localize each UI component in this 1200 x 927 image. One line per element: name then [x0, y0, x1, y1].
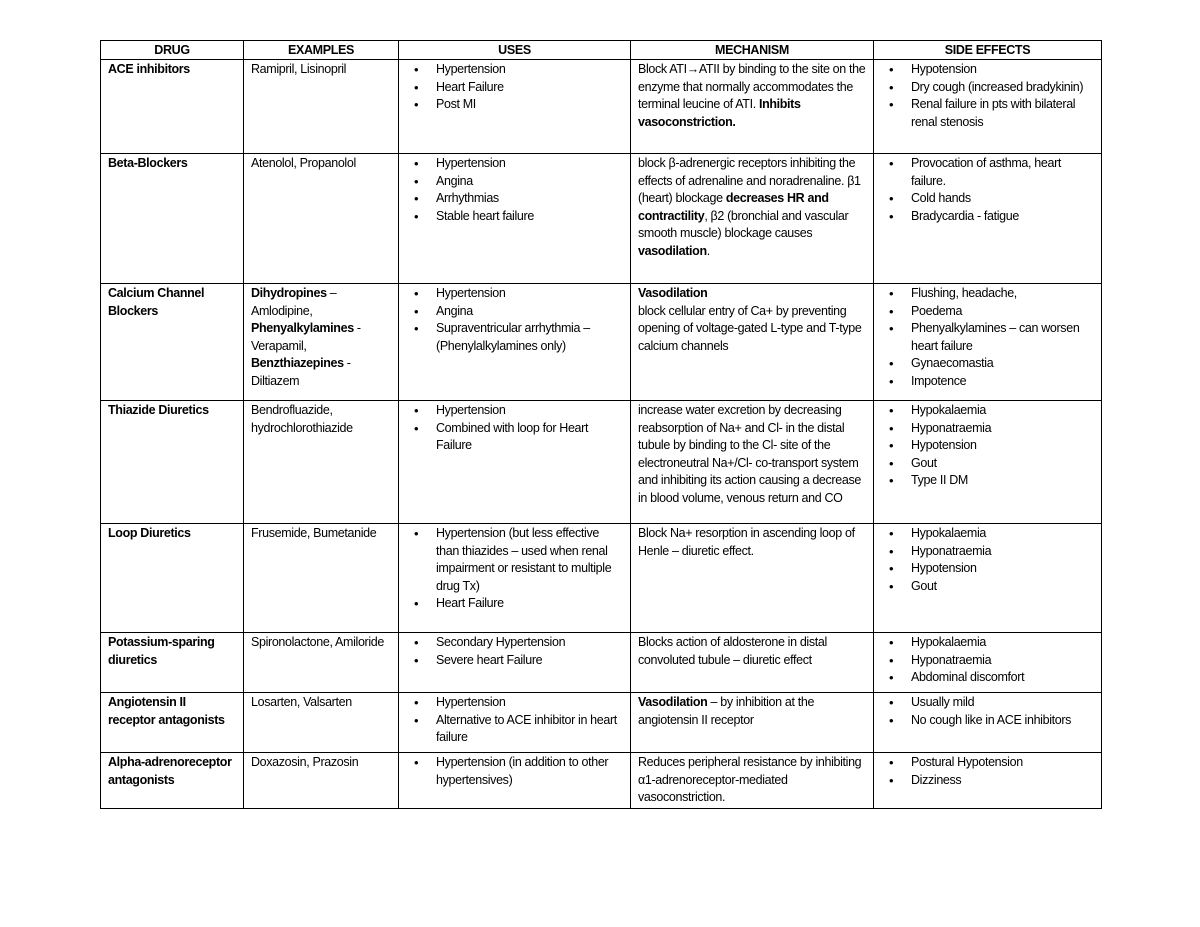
side-effects-cell [874, 633, 1102, 693]
use-list [406, 402, 623, 455]
use-item: • Hypertension [406, 694, 623, 712]
use-item: • Severe heart Failure [406, 652, 623, 670]
uses-cell [399, 60, 631, 154]
mechanism-cell [631, 524, 874, 633]
examples-run: - Diltiazem [251, 356, 351, 388]
drug-cell: Angiotensin II receptor antagonists [101, 693, 244, 753]
side-effect-item: • Hypotension [881, 61, 1094, 79]
table-row [101, 753, 1102, 809]
use-list [406, 754, 623, 789]
use-list [406, 525, 623, 613]
side-effect-item: • Gout [881, 455, 1094, 473]
drug-cell: Calcium Channel Blockers [101, 284, 244, 401]
examples-run: Benzthiazepines [251, 356, 344, 370]
side-effect-item: • Hypotension [881, 437, 1094, 455]
use-item: • Angina [406, 303, 623, 321]
side-effects-cell [874, 154, 1102, 284]
side-effect-item: • Type II DM [881, 472, 1094, 490]
side-effect-list [881, 634, 1094, 687]
mechanism-run: Block ATI→ATII by binding to the site on the enzyme that normally accommodates the terminal leucine of ATI. [638, 62, 866, 111]
mechanism-run: Inhibits vasoconstriction. [638, 97, 801, 129]
use-item: • Hypertension [406, 61, 623, 79]
uses-cell [399, 693, 631, 753]
side-effects-cell [874, 693, 1102, 753]
drug-cell: Thiazide Diuretics [101, 401, 244, 524]
table-row [101, 154, 1102, 284]
drug-cell: Alpha-adrenoreceptor antagonists [101, 753, 244, 809]
side-effect-item: • Provocation of asthma, heart failure. [881, 155, 1094, 190]
examples-cell: Ramipril, Lisinopril [244, 60, 399, 154]
examples-cell: Doxazosin, Prazosin [244, 753, 399, 809]
side-effect-list [881, 285, 1094, 390]
mechanism-cell [631, 753, 874, 809]
side-effect-list [881, 402, 1094, 490]
use-list [406, 694, 623, 747]
header-drug: DRUG [101, 41, 244, 60]
examples-run: - Verapamil, [251, 321, 361, 353]
table-body [101, 60, 1102, 809]
use-item: • Combined with loop for Heart Failure [406, 420, 623, 455]
uses-cell [399, 633, 631, 693]
examples-run: – Amlodipine, [251, 286, 337, 318]
uses-cell [399, 154, 631, 284]
side-effect-item: • Gout [881, 578, 1094, 596]
side-effect-item: • Abdominal discomfort [881, 669, 1094, 687]
side-effect-item: • Poedema [881, 303, 1094, 321]
mechanism-run: Vasodilation [638, 695, 708, 709]
mechanism-cell [631, 401, 874, 524]
uses-cell [399, 284, 631, 401]
table-row [101, 524, 1102, 633]
table-row [101, 60, 1102, 154]
uses-cell [399, 401, 631, 524]
side-effect-list [881, 155, 1094, 225]
side-effect-item: • Hypotension [881, 560, 1094, 578]
use-item: • Hypertension [406, 285, 623, 303]
drug-cell: Loop Diuretics [101, 524, 244, 633]
side-effects-cell [874, 60, 1102, 154]
side-effect-list [881, 61, 1094, 131]
uses-cell [399, 753, 631, 809]
mechanism-run: . [706, 243, 710, 258]
header-side-effects: SIDE EFFECTS [874, 41, 1102, 60]
header-row [101, 41, 1102, 60]
side-effect-item: • Hyponatraemia [881, 420, 1094, 438]
mechanism-run: Reduces peripheral resistance by inhibiting α1-adrenoreceptor-mediated vasoconstriction. [638, 755, 862, 804]
use-list [406, 155, 623, 225]
side-effects-cell [874, 524, 1102, 633]
use-item: • Angina [406, 173, 623, 191]
side-effect-item: • Postural Hypotension [881, 754, 1094, 772]
use-list [406, 61, 623, 114]
use-item: • Stable heart failure [406, 208, 623, 226]
side-effect-list [881, 754, 1094, 789]
use-item: • Heart Failure [406, 79, 623, 97]
side-effects-cell [874, 284, 1102, 401]
examples-cell: Bendrofluazide, hydrochlorothiazide [244, 401, 399, 524]
side-effect-list [881, 525, 1094, 595]
use-item: • Arrhythmias [406, 190, 623, 208]
use-item: • Post MI [406, 96, 623, 114]
mechanism-run: vasodilation [638, 243, 707, 258]
side-effect-item: • Hyponatraemia [881, 652, 1094, 670]
side-effects-cell [874, 401, 1102, 524]
mechanism-run: – by inhibition at the angiotensin II receptor [638, 695, 815, 727]
mechanism-run: block β-adrenergic receptors inhibiting the effects of adrenaline and noradrenaline. β1 (heart) blockage [638, 156, 861, 205]
table-row [101, 284, 1102, 401]
side-effect-item: • Cold hands [881, 190, 1094, 208]
side-effect-item: • Flushing, headache, [881, 285, 1094, 303]
mechanism-run: block cellular entry of Ca+ by preventing opening of voltage-gated L-type and T-type calcium channels [638, 303, 862, 353]
drug-cell: Potassium-sparing diuretics [101, 633, 244, 693]
examples-cell: Spironolactone, Amiloride [244, 633, 399, 693]
mechanism-cell [631, 154, 874, 284]
side-effect-item: • Phenyalkylamines – can worsen heart failure [881, 320, 1094, 355]
use-item: • Alternative to ACE inhibitor in heart failure [406, 712, 623, 747]
drug-reference-table [100, 40, 1102, 809]
side-effect-item: • Hyponatraemia [881, 543, 1094, 561]
mechanism-run: , β2 (bronchial and vascular smooth muscle) blockage causes [638, 208, 849, 240]
examples-run: Phenyalkylamines [251, 321, 354, 335]
examples-cell: Losarten, Valsarten [244, 693, 399, 753]
side-effect-list [881, 694, 1094, 729]
mechanism-cell [631, 284, 874, 401]
mechanism-cell [631, 60, 874, 154]
use-item: • Hypertension (but less effective than thiazides – used when renal impairment or resistant to multiple drug Tx) [406, 525, 623, 595]
use-list [406, 634, 623, 669]
side-effect-item: • No cough like in ACE inhibitors [881, 712, 1094, 730]
mechanism-run: increase water excretion by decreasing reabsorption of Na+ and Cl- in the distal tubule by binding to the Cl- site of the electroneutral Na+/Cl- co-transport system and inhibiting its action causing a decrease in blood volume, venous return and CO [638, 403, 861, 505]
mechanism-cell [631, 693, 874, 753]
drug-cell: ACE inhibitors [101, 60, 244, 154]
mechanism-run: Block Na+ resorption in ascending loop of Henle – diuretic effect. [638, 526, 855, 558]
side-effect-item: • Usually mild [881, 694, 1094, 712]
header-examples: EXAMPLES [244, 41, 399, 60]
table-row [101, 693, 1102, 753]
side-effect-item: • Bradycardia - fatigue [881, 208, 1094, 226]
mechanism-run: Blocks action of aldosterone in distal convoluted tubule – diuretic effect [638, 635, 827, 667]
mechanism-run: decreases HR and contractility [638, 191, 829, 223]
use-item: • Supraventricular arrhythmia – (Phenylalkylamines only) [406, 320, 623, 355]
side-effect-item: • Renal failure in pts with bilateral renal stenosis [881, 96, 1094, 131]
mechanism-cell [631, 633, 874, 693]
side-effect-item: • Hypokalaemia [881, 634, 1094, 652]
side-effect-item: • Impotence [881, 373, 1094, 391]
mechanism-run: Vasodilation [638, 286, 708, 300]
table-row [101, 401, 1102, 524]
table-row [101, 633, 1102, 693]
use-item: • Hypertension [406, 155, 623, 173]
side-effect-item: • Dizziness [881, 772, 1094, 790]
use-item: • Hypertension [406, 402, 623, 420]
examples-cell: Frusemide, Bumetanide [244, 524, 399, 633]
side-effect-item: • Gynaecomastia [881, 355, 1094, 373]
header-mechanism: MECHANISM [631, 41, 874, 60]
side-effect-item: • Hypokalaemia [881, 402, 1094, 420]
examples-cell [244, 284, 399, 401]
side-effect-item: • Dry cough (increased bradykinin) [881, 79, 1094, 97]
header-uses: USES [399, 41, 631, 60]
drug-cell: Beta-Blockers [101, 154, 244, 284]
use-item: • Secondary Hypertension [406, 634, 623, 652]
use-item: • Hypertension (in addition to other hypertensives) [406, 754, 623, 789]
uses-cell [399, 524, 631, 633]
side-effect-item: • Hypokalaemia [881, 525, 1094, 543]
use-item: • Heart Failure [406, 595, 623, 613]
examples-run: Dihydropines [251, 286, 327, 300]
use-list [406, 285, 623, 355]
side-effects-cell [874, 753, 1102, 809]
examples-cell: Atenolol, Propanolol [244, 154, 399, 284]
